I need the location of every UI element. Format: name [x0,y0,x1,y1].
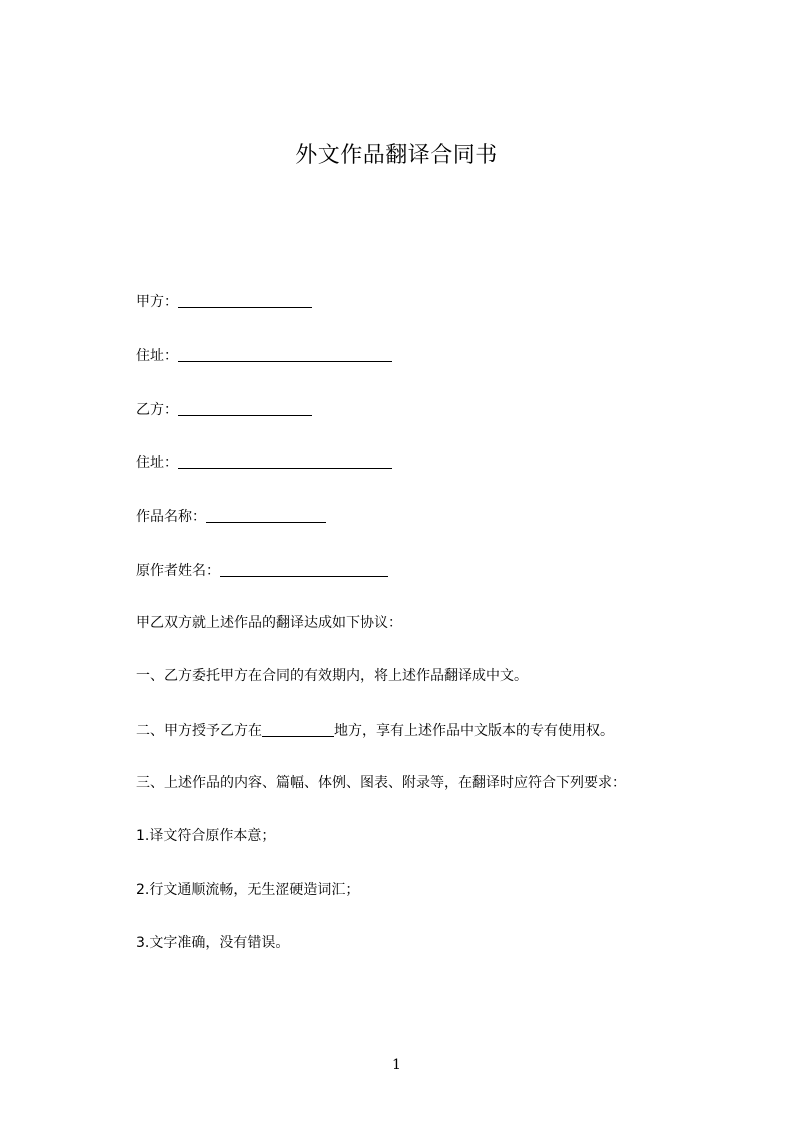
clause-3: 三、上述作品的内容、篇幅、体例、图表、附录等，在翻译时应符合下列要求： [136,775,626,791]
work-name-label: 作品名称： [136,509,206,525]
party-a-blank [178,293,312,308]
requirement-1: 1.译文符合原作本意； [136,828,276,844]
work-name-row [136,506,326,527]
clause-2-start: 二、甲方授予乙方在 [136,723,262,739]
work-name-blank [206,508,326,523]
clause-2 [136,720,614,741]
page-number: 1 [392,1057,401,1073]
address-a-blank [178,347,392,362]
clause-2-end: 地方，享有上述作品中文版本的专有使用权。 [334,723,614,739]
party-b-label: 乙方： [136,402,178,418]
author-label: 原作者姓名： [136,563,220,579]
requirement-2: 2.行文通顺流畅，无生涩硬造词汇； [136,882,360,898]
party-a-row [136,291,312,312]
address-b-row [136,452,392,473]
region-blank [262,722,334,737]
author-row [136,560,388,581]
party-a-label: 甲方： [136,294,178,310]
intro-paragraph: 甲乙双方就上述作品的翻译达成如下协议： [136,615,402,631]
requirement-3: 3.文字准确，没有错误。 [136,935,290,951]
address-b-blank [178,454,392,469]
document-title: 外文作品翻译合同书 [295,143,498,168]
party-b-row [136,399,312,420]
address-b-label: 住址： [136,455,178,471]
address-a-row [136,345,392,366]
party-b-blank [178,401,312,416]
address-a-label: 住址： [136,348,178,364]
author-blank [220,562,388,577]
clause-1: 一、乙方委托甲方在合同的有效期内，将上述作品翻译成中文。 [136,668,528,684]
